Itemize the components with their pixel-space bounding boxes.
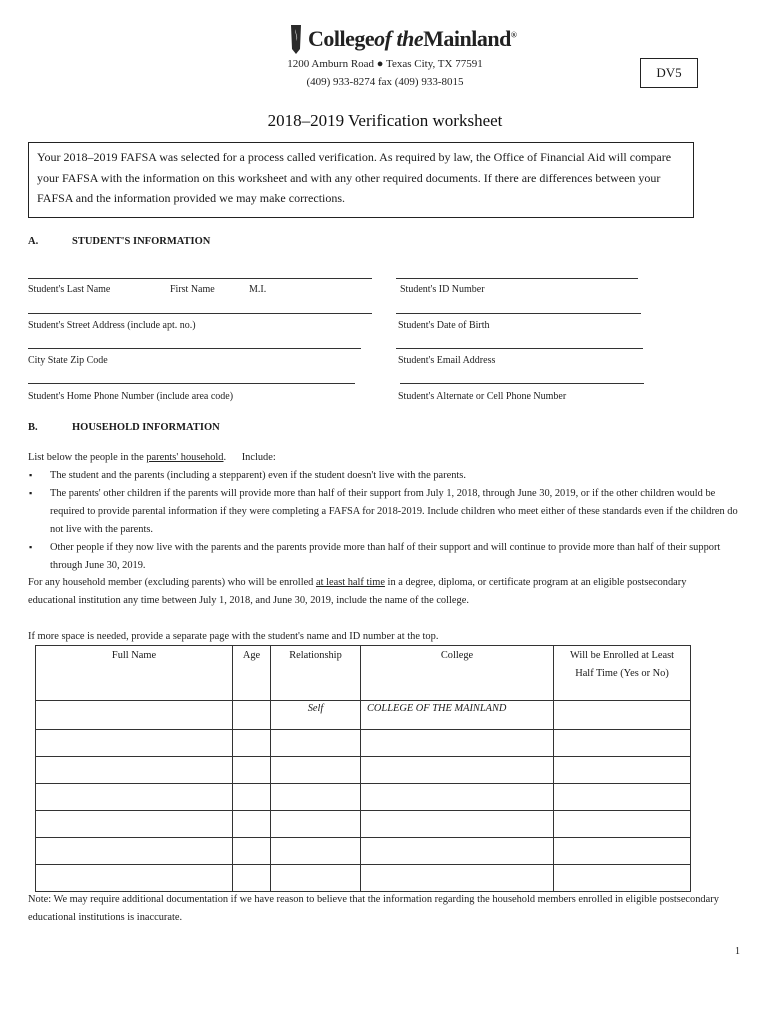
- household-table: [35, 645, 691, 892]
- documentation-note: Note: We may require additional documentation if we have reason to believe that the information regarding the household members enrolled in eligible postsecondary educational institutions is inaccurate.: [28, 894, 719, 923]
- cell-age[interactable]: [233, 730, 271, 757]
- cell-college[interactable]: [361, 784, 554, 811]
- household-instruction: List below the people in the parents' household. Include:: [28, 452, 276, 463]
- cell-relationship: Self: [271, 701, 361, 730]
- cell-age[interactable]: [233, 757, 271, 784]
- table-row: [36, 838, 691, 865]
- cell-relationship[interactable]: [271, 784, 361, 811]
- cell-age[interactable]: [233, 838, 271, 865]
- section-a-letter: A.: [28, 236, 39, 247]
- col-full-name: Full Name: [36, 646, 233, 701]
- bullet-icon: ▪: [29, 470, 33, 480]
- cell-full-name[interactable]: [36, 811, 233, 838]
- table-header-row: [36, 646, 691, 701]
- table-row: [36, 865, 691, 892]
- cell-enrolled[interactable]: [554, 838, 691, 865]
- student-id-field[interactable]: [396, 278, 638, 279]
- bullet-item: Other people if they now live with the parents and the parents provide more than half of their support and will continue to provide more than half of their support through June 30, 2019.: [50, 542, 721, 571]
- enrollment-instruction: For any household member (excluding parents) who will be enrolled at least half time in a degree, diploma, or certificate program at an eligible postsecondary educational institution any time between July 1, 2018, and June 30, 2019, include the name of the college.: [28, 577, 687, 606]
- cell-enrolled[interactable]: [554, 865, 691, 892]
- dob-field[interactable]: [396, 313, 641, 314]
- alt-phone-label: Student's Alternate or Cell Phone Number: [398, 391, 567, 402]
- cell-age[interactable]: [233, 865, 271, 892]
- page-number: 1: [735, 946, 740, 957]
- section-b-letter: B.: [28, 422, 38, 433]
- cell-full-name[interactable]: [36, 838, 233, 865]
- cell-college[interactable]: [361, 865, 554, 892]
- cell-college: COLLEGE OF THE MAINLAND: [361, 701, 554, 730]
- last-name-label: Student's Last Name: [28, 284, 111, 295]
- extra-space-note: If more space is needed, provide a separate page with the student's name and ID number at the top.: [28, 631, 439, 642]
- address-line-1: 1200 Amburn Road ● Texas City, TX 77591: [287, 58, 483, 70]
- table-row: [36, 701, 691, 730]
- email-label: Student's Email Address: [398, 355, 496, 366]
- cell-relationship[interactable]: [271, 757, 361, 784]
- cell-relationship[interactable]: [271, 811, 361, 838]
- cell-age[interactable]: [233, 701, 271, 730]
- table-row: [36, 811, 691, 838]
- street-address-label: Student's Street Address (include apt. no.): [28, 320, 196, 331]
- cell-full-name[interactable]: [36, 865, 233, 892]
- cell-full-name[interactable]: [36, 784, 233, 811]
- address-line-2: (409) 933-8274 fax (409) 933-8015: [306, 76, 464, 88]
- section-a-heading: STUDENT'S INFORMATION: [72, 236, 211, 247]
- bullet-icon: ▪: [29, 488, 33, 498]
- cell-relationship[interactable]: [271, 838, 361, 865]
- cell-enrolled[interactable]: [554, 757, 691, 784]
- table-row: [36, 757, 691, 784]
- bullet-icon: ▪: [29, 542, 33, 552]
- first-name-label: First Name: [170, 284, 215, 295]
- cell-enrolled[interactable]: [554, 701, 691, 730]
- form-code-box: DV5: [640, 58, 698, 88]
- cell-enrolled[interactable]: [554, 784, 691, 811]
- alt-phone-field[interactable]: [400, 383, 644, 384]
- torch-logo-icon: [288, 23, 304, 55]
- cell-age[interactable]: [233, 811, 271, 838]
- college-logo: [288, 22, 516, 56]
- logo-wordmark: Collegeof theMainland®: [308, 26, 517, 51]
- cell-college[interactable]: [361, 730, 554, 757]
- intro-notice: Your 2018–2019 FAFSA was selected for a process called verification. As required by law, the Office of Financial Aid will compare your FAFSA with the information on this worksheet and with any other required documents. If there are differences between your FAFSA and the information provided we may make corrections.: [28, 142, 694, 218]
- street-address-field[interactable]: [28, 313, 372, 314]
- mi-label: M.I.: [249, 284, 267, 295]
- cell-full-name[interactable]: [36, 757, 233, 784]
- cell-age[interactable]: [233, 784, 271, 811]
- cell-full-name[interactable]: [36, 730, 233, 757]
- student-id-label: Student's ID Number: [400, 284, 485, 295]
- table-row: [36, 784, 691, 811]
- cell-college[interactable]: [361, 811, 554, 838]
- cell-enrolled[interactable]: [554, 811, 691, 838]
- email-field[interactable]: [396, 348, 643, 349]
- cell-college[interactable]: [361, 757, 554, 784]
- cell-full-name[interactable]: [36, 701, 233, 730]
- cell-college[interactable]: [361, 838, 554, 865]
- home-phone-field[interactable]: [28, 383, 355, 384]
- col-age: Age: [233, 646, 271, 701]
- cell-relationship[interactable]: [271, 865, 361, 892]
- cell-enrolled[interactable]: [554, 730, 691, 757]
- dob-label: Student's Date of Birth: [398, 320, 490, 331]
- home-phone-label: Student's Home Phone Number (include area code): [28, 391, 234, 402]
- city-state-zip-field[interactable]: [28, 348, 361, 349]
- page-title: 2018–2019 Verification worksheet: [267, 111, 503, 130]
- table-row: [36, 730, 691, 757]
- cell-relationship[interactable]: [271, 730, 361, 757]
- col-relationship: Relationship: [271, 646, 361, 701]
- col-enrolled-half-time: Will be Enrolled at Least Half Time (Yes or No): [554, 646, 691, 701]
- section-b-heading: HOUSEHOLD INFORMATION: [72, 422, 220, 433]
- city-state-zip-label: City State Zip Code: [28, 355, 108, 366]
- bullet-item: The student and the parents (including a stepparent) even if the student doesn't live with the parents.: [50, 470, 466, 481]
- last-name-field[interactable]: [28, 278, 372, 279]
- bullet-item: The parents' other children if the parents will provide more than half of their support from July 1, 2018, through June 30, 2019, or if the other children would be required to provide parental information if they were completing a FAFSA for 2018-2019. Include children who meet either of these standards even if the children do not live with the parents.: [50, 488, 738, 535]
- col-college: College: [361, 646, 554, 701]
